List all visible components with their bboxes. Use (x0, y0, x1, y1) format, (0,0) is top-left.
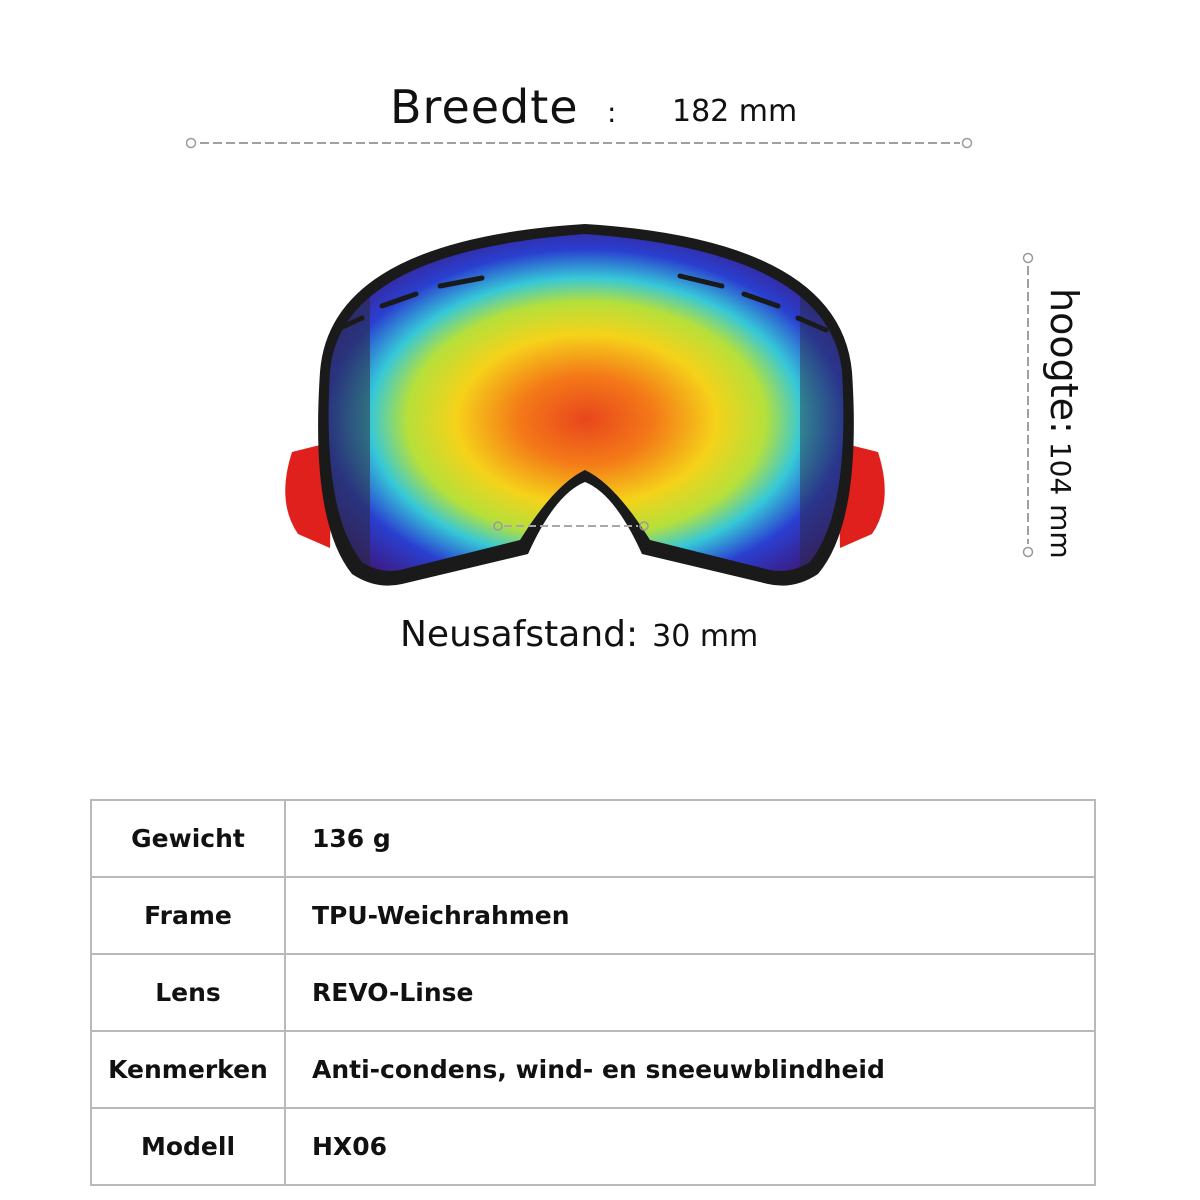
width-label: Breedte (390, 80, 579, 134)
spec-row-frame (91, 877, 1095, 954)
spec-row-model (91, 1108, 1095, 1185)
width-separator: : (607, 96, 617, 129)
spec-label: Modell (91, 1108, 285, 1185)
spec-value: Anti-condens, wind- en sneeuwblindheid (285, 1031, 1095, 1108)
height-dimension-line (1020, 252, 1036, 558)
spec-value: 136 g (285, 800, 1095, 877)
spec-table (90, 799, 1096, 1186)
spec-value: REVO-Linse (285, 954, 1095, 1031)
nose-distance-caption (400, 614, 758, 655)
width-dimension-line (186, 136, 974, 150)
spec-value: HX06 (285, 1108, 1095, 1185)
spec-label: Lens (91, 954, 285, 1031)
nose-distance-label: Neusafstand: (400, 614, 639, 655)
spec-row-weight (91, 800, 1095, 877)
spec-row-lens (91, 954, 1095, 1031)
nose-distance-value: 30 mm (652, 619, 759, 654)
spec-value: TPU-Weichrahmen (285, 877, 1095, 954)
height-annotation (1042, 288, 1088, 559)
ski-goggle-icon (270, 222, 900, 592)
width-value: 182 mm (672, 94, 798, 129)
spec-label: Gewicht (91, 800, 285, 877)
height-value: 104 mm (1044, 441, 1077, 559)
height-label: hoogte: (1042, 288, 1086, 434)
spec-label: Frame (91, 877, 285, 954)
spec-row-features (91, 1031, 1095, 1108)
spec-label: Kenmerken (91, 1031, 285, 1108)
